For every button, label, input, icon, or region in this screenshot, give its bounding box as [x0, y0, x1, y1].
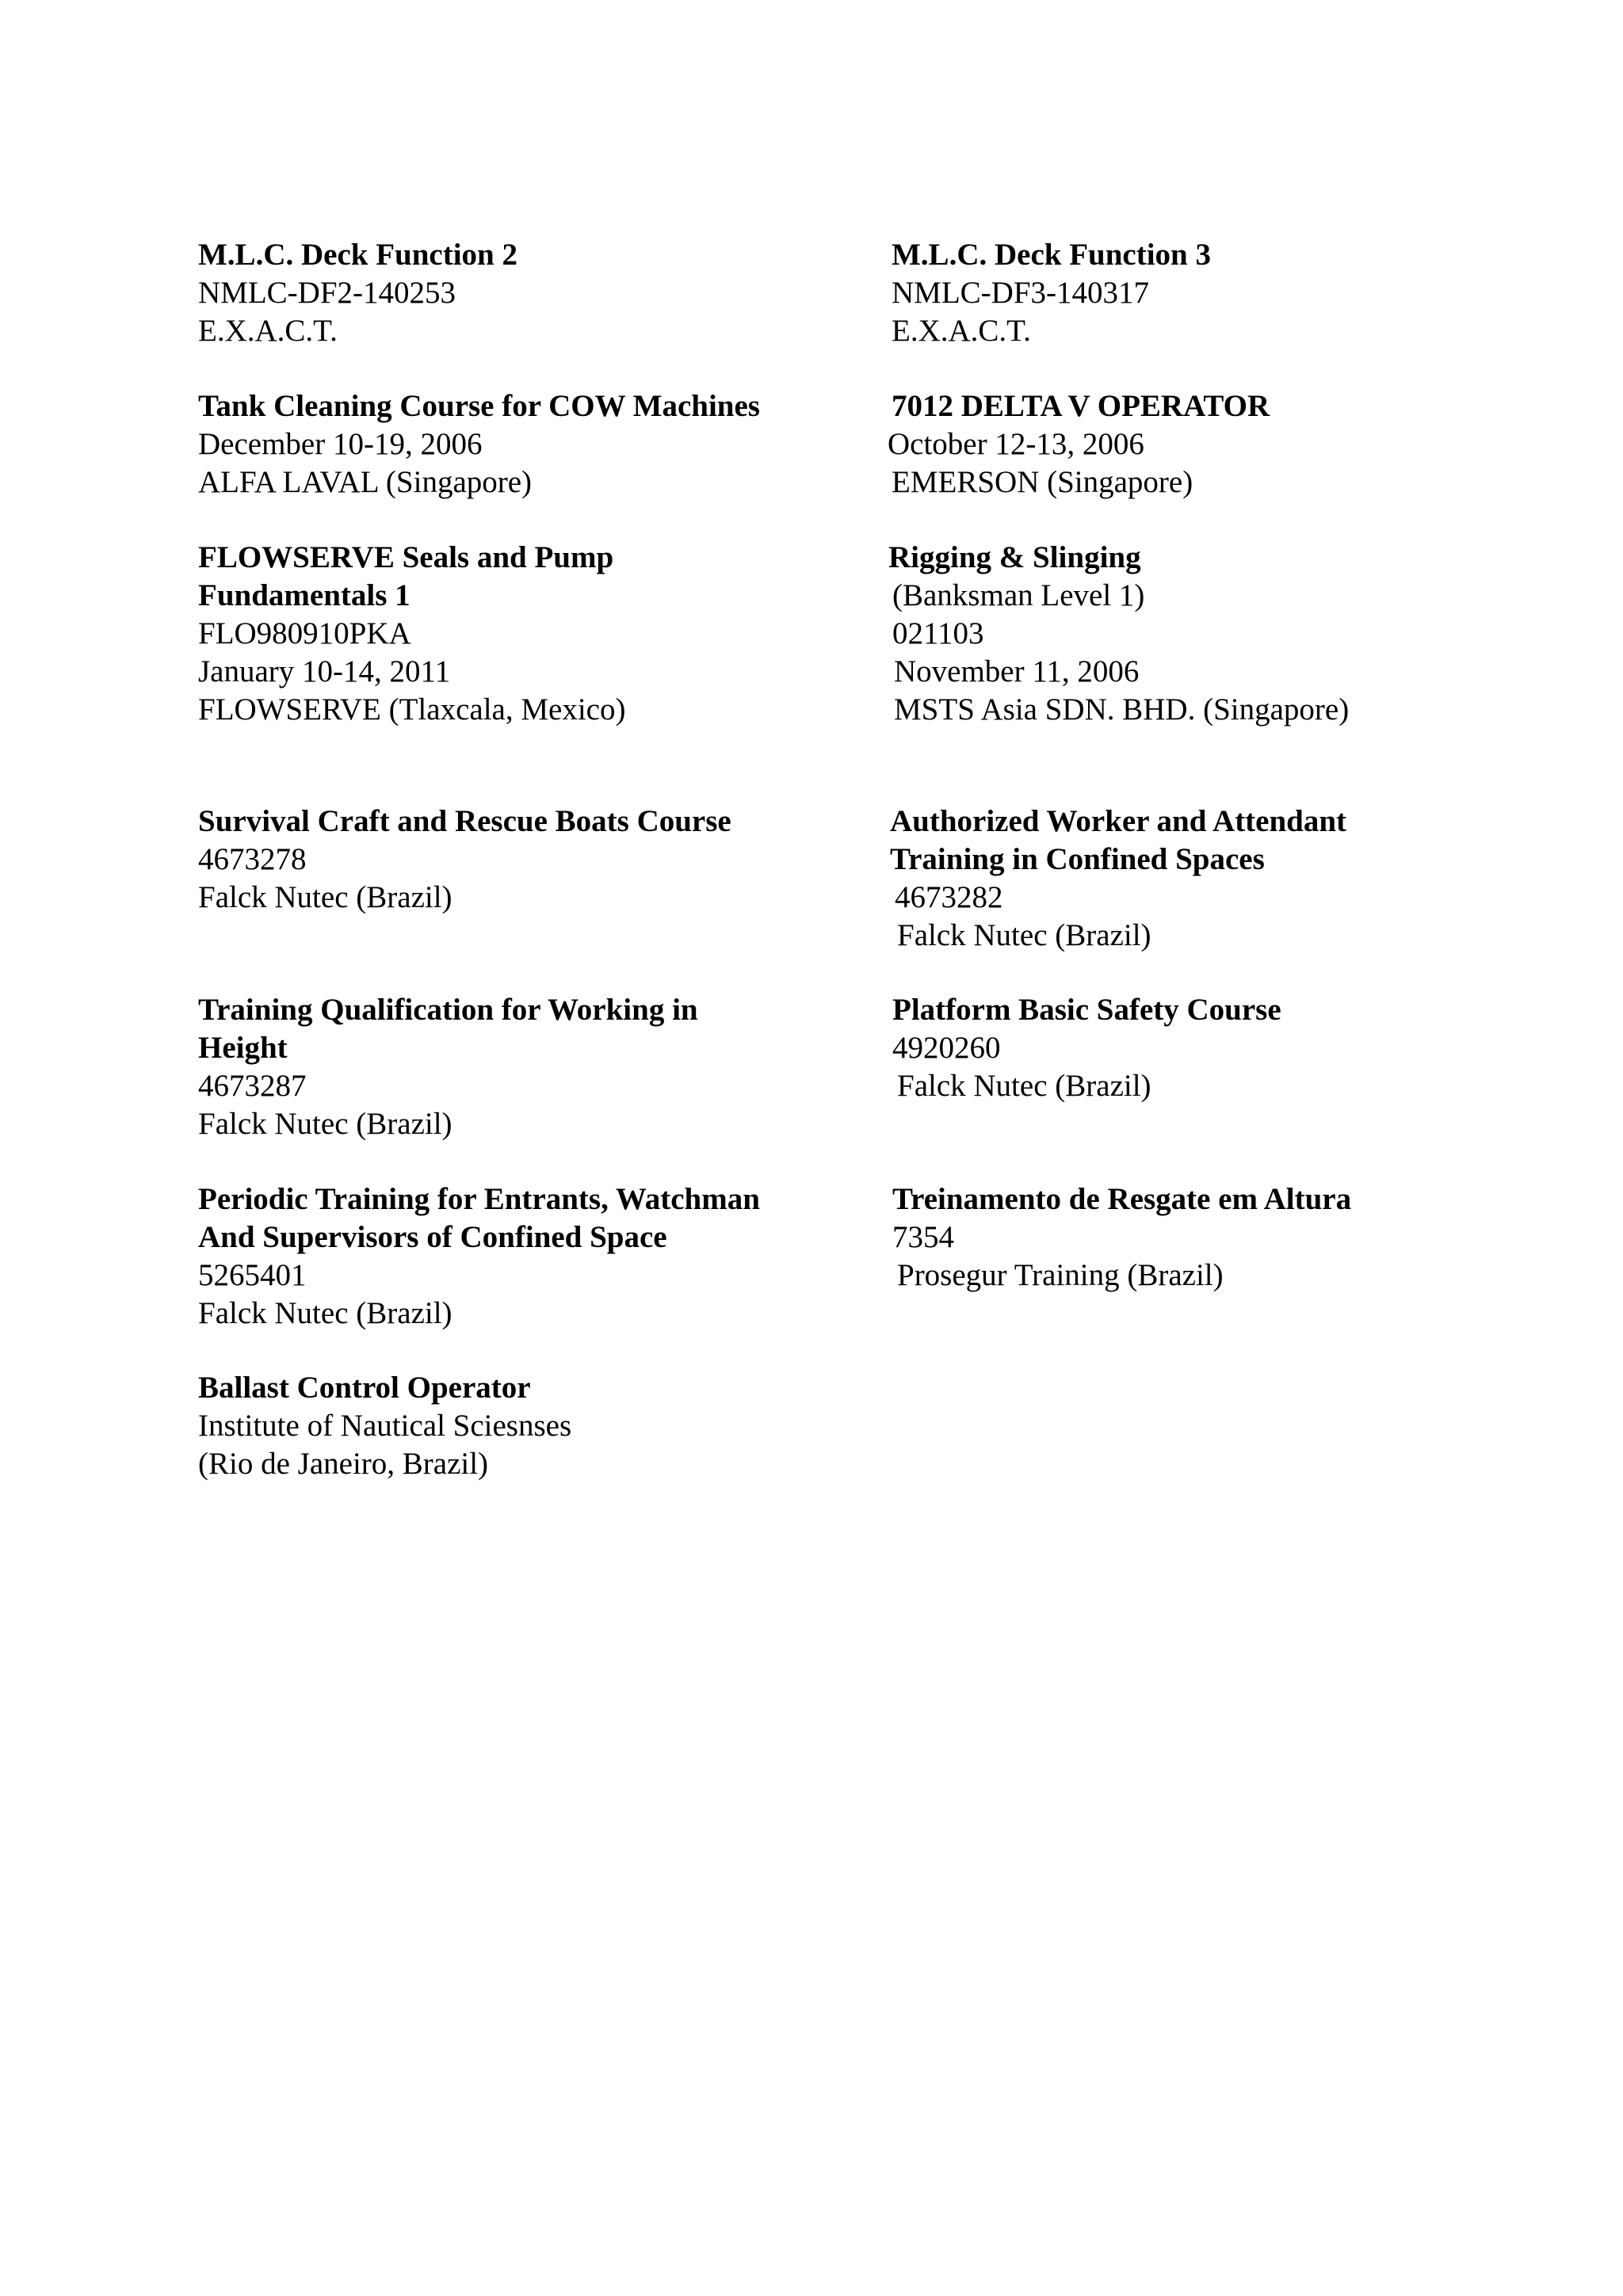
course-entry-periodic-training — [198, 1180, 760, 1333]
course-entry-mlc-deck-function-2 — [198, 236, 517, 350]
course-detail: 4673287 — [198, 1069, 307, 1103]
course-detail: 021103 — [892, 616, 984, 650]
course-title: Training Qualification for Working in — [198, 993, 698, 1027]
course-entry-resgate-em-altura — [892, 1180, 1351, 1295]
course-title: And Supervisors of Confined Space — [198, 1220, 667, 1254]
course-entry-working-in-height — [198, 991, 698, 1143]
course-detail: 4920260 — [892, 1031, 1001, 1065]
course-detail: (Rio de Janeiro, Brazil) — [198, 1447, 489, 1481]
course-detail: 5265401 — [198, 1258, 307, 1292]
course-title: M.L.C. Deck Function 2 — [198, 238, 517, 272]
course-title: Tank Cleaning Course for COW Machines — [198, 389, 760, 423]
course-entry-flowserve-seals — [198, 539, 625, 729]
course-title: Platform Basic Safety Course — [892, 993, 1281, 1027]
course-detail: November 11, 2006 — [894, 654, 1140, 688]
course-entry-rigging-slinging — [888, 539, 1349, 729]
course-detail: Prosegur Training (Brazil) — [897, 1258, 1224, 1292]
course-detail: MSTS Asia SDN. BHD. (Singapore) — [894, 692, 1350, 727]
course-entry-ballast-control — [198, 1369, 571, 1483]
course-title: M.L.C. Deck Function 3 — [892, 238, 1211, 272]
course-detail: October 12-13, 2006 — [888, 427, 1144, 461]
course-entry-mlc-deck-function-3 — [892, 236, 1211, 350]
course-detail: Falck Nutec (Brazil) — [198, 880, 453, 914]
course-title: Fundamentals 1 — [198, 578, 411, 612]
course-title: Training in Confined Spaces — [890, 842, 1265, 876]
course-detail: NMLC-DF2-140253 — [198, 276, 456, 310]
course-detail: January 10-14, 2011 — [198, 654, 451, 688]
course-detail: Falck Nutec (Brazil) — [198, 1107, 453, 1141]
course-detail: Falck Nutec (Brazil) — [897, 918, 1151, 952]
course-detail: 4673282 — [895, 880, 1003, 914]
course-detail: NMLC-DF3-140317 — [892, 276, 1150, 310]
course-title: FLOWSERVE Seals and Pump — [198, 540, 614, 574]
course-title: Periodic Training for Entrants, Watchman — [198, 1182, 760, 1216]
course-detail: Falck Nutec (Brazil) — [897, 1069, 1151, 1103]
course-entry-confined-spaces — [890, 803, 1346, 955]
course-title: Authorized Worker and Attendant — [890, 804, 1347, 838]
course-detail: E.X.A.C.T. — [892, 314, 1031, 348]
course-detail: ALFA LAVAL (Singapore) — [198, 465, 533, 499]
course-detail: EMERSON (Singapore) — [892, 465, 1193, 499]
course-title: Ballast Control Operator — [198, 1371, 531, 1405]
course-detail: 4673278 — [198, 842, 307, 876]
course-detail: Falck Nutec (Brazil) — [198, 1296, 453, 1330]
course-detail: FLOWSERVE (Tlaxcala, Mexico) — [198, 692, 626, 727]
course-title: 7012 DELTA V OPERATOR — [892, 389, 1270, 423]
course-detail: (Banksman Level 1) — [892, 578, 1145, 612]
course-entry-survival-craft — [198, 803, 731, 917]
course-detail: FLO980910PKA — [198, 616, 411, 650]
course-detail: Institute of Nautical Sciesnses — [198, 1409, 572, 1443]
course-entry-tank-cleaning — [198, 387, 760, 502]
course-title: Height — [198, 1031, 288, 1065]
course-detail: 7354 — [892, 1220, 954, 1254]
course-entry-platform-basic-safety — [892, 991, 1281, 1105]
course-entry-delta-v-operator — [888, 387, 1270, 502]
course-title: Treinamento de Resgate em Altura — [892, 1182, 1352, 1216]
course-title: Rigging & Slinging — [888, 540, 1141, 574]
course-detail: E.X.A.C.T. — [198, 314, 338, 348]
course-detail: December 10-19, 2006 — [198, 427, 483, 461]
course-title: Survival Craft and Rescue Boats Course — [198, 804, 731, 838]
